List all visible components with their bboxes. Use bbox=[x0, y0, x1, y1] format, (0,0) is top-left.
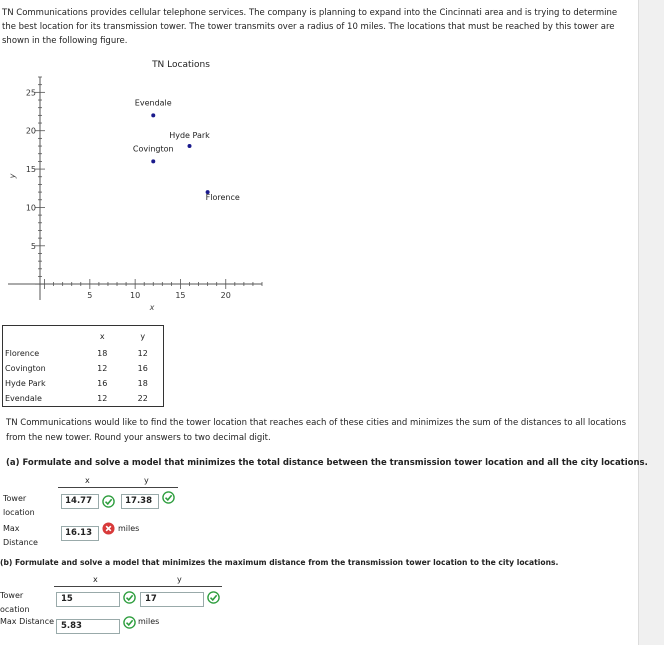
table-cell-y: 18 bbox=[137, 379, 148, 388]
x-tick-label: 10 bbox=[130, 291, 141, 300]
part-b-tower-label-line2: ocation bbox=[0, 605, 30, 614]
y-tick-label: 15 bbox=[25, 165, 36, 175]
y-tick-label: 10 bbox=[25, 203, 36, 213]
part-a-unit: miles bbox=[118, 524, 140, 533]
part-b-question: (b) Formulate and solve a model that minimizes the maximum distance from the transmission tower location to the city locations. bbox=[0, 558, 559, 567]
part-a-max-label-line2: Distance bbox=[3, 538, 38, 547]
x-tick-label: 15 bbox=[175, 291, 186, 300]
part-b-col-x: x bbox=[93, 575, 98, 584]
part-b-header-rule bbox=[54, 586, 222, 587]
correct-check-icon bbox=[102, 495, 115, 508]
table-cell-y: 22 bbox=[137, 394, 148, 403]
part-b-tower-y-input[interactable]: 17 bbox=[140, 592, 204, 607]
correct-check-icon bbox=[162, 491, 175, 504]
correct-check-icon bbox=[123, 616, 136, 629]
part-a-tower-y-input[interactable]: 17.38 bbox=[121, 494, 159, 509]
part-b-col-y: y bbox=[177, 575, 182, 584]
correct-check-icon bbox=[207, 591, 220, 604]
data-point bbox=[188, 144, 192, 148]
problem-paragraph: TN Communications would like to find the tower location that reaches each of these cities and minimizes the sum of the distances to all locations from the new tower. Round your answers to two decimal digit. bbox=[6, 418, 627, 443]
table-cell-y: 12 bbox=[137, 349, 148, 358]
vertical-scrollbar[interactable] bbox=[638, 0, 664, 645]
problem-intro: TN Communications provides cellular telephone services. The company is planning to expand into the Cincinnati area and is trying to determine the best location for its transmission tower. The tower transmits over a radius of 10 miles. The locations that must be reached by this tower are shown in the following figure. bbox=[2, 8, 618, 46]
table-row bbox=[3, 346, 164, 361]
part-b-tower-label bbox=[0, 589, 30, 617]
table-cell-name: Covington bbox=[5, 364, 46, 373]
table-row bbox=[3, 376, 164, 391]
y-tick-label: 25 bbox=[25, 88, 36, 98]
part-a-tower-x-input[interactable]: 14.77 bbox=[61, 494, 99, 509]
part-a-header-rule bbox=[58, 487, 178, 488]
part-a-tower-label bbox=[3, 492, 35, 520]
data-point-label: Florence bbox=[205, 193, 240, 203]
y-tick-label: 5 bbox=[30, 241, 36, 251]
part-a-max-label-line1: Max bbox=[3, 524, 20, 533]
incorrect-x-icon bbox=[102, 522, 115, 535]
table-header-x: x bbox=[99, 331, 105, 341]
x-tick-label: 20 bbox=[220, 291, 231, 300]
table-header-y: y bbox=[140, 331, 146, 341]
part-a-max-distance-input[interactable]: 16.13 bbox=[61, 526, 99, 541]
part-b-max-label: Max Distance bbox=[0, 617, 55, 626]
data-point-label: Evendale bbox=[134, 98, 172, 108]
table-cell-x: 12 bbox=[97, 394, 108, 403]
table-cell-x: 12 bbox=[97, 364, 108, 373]
table-row bbox=[3, 361, 164, 376]
table-cell-y: 16 bbox=[137, 364, 148, 373]
table-cell-x: 18 bbox=[97, 349, 108, 358]
correct-check-icon bbox=[123, 591, 136, 604]
part-a-tower-label-line1: Tower bbox=[3, 494, 27, 503]
data-point-label: Covington bbox=[132, 144, 174, 154]
locations-table bbox=[2, 325, 164, 407]
x-axis-label: x bbox=[149, 303, 155, 312]
chart-title: TN Locations bbox=[152, 60, 210, 70]
y-tick-label: 20 bbox=[25, 126, 36, 136]
y-axis-label: y bbox=[8, 173, 17, 179]
part-a-col-x: x bbox=[85, 476, 90, 485]
part-a-tower-label-line2: location bbox=[3, 508, 35, 517]
table-row bbox=[3, 391, 164, 407]
part-b-max-distance-input[interactable]: 5.83 bbox=[56, 619, 120, 634]
table-cell-name: Evendale bbox=[5, 394, 42, 403]
data-point bbox=[151, 159, 155, 163]
data-point-label: Hyde Park bbox=[169, 131, 210, 141]
table-cell-name: Hyde Park bbox=[5, 379, 46, 388]
part-b-tower-x-input[interactable]: 15 bbox=[56, 592, 120, 607]
part-a-question: (a) Formulate and solve a model that minimizes the total distance between the transmission tower location and all the city locations. bbox=[6, 458, 648, 468]
table-header-blank bbox=[3, 326, 82, 347]
tn-locations-chart bbox=[0, 52, 270, 320]
x-tick-label: 5 bbox=[87, 291, 93, 300]
table-header-row bbox=[3, 326, 164, 347]
part-a-max-label bbox=[3, 522, 38, 550]
part-b-unit: miles bbox=[138, 617, 160, 626]
table-cell-x: 16 bbox=[97, 379, 108, 388]
part-b-tower-label-line1: Tower bbox=[0, 591, 24, 600]
table-cell-name: Florence bbox=[5, 349, 40, 358]
data-point bbox=[151, 113, 155, 117]
part-a-col-y: y bbox=[144, 476, 149, 485]
